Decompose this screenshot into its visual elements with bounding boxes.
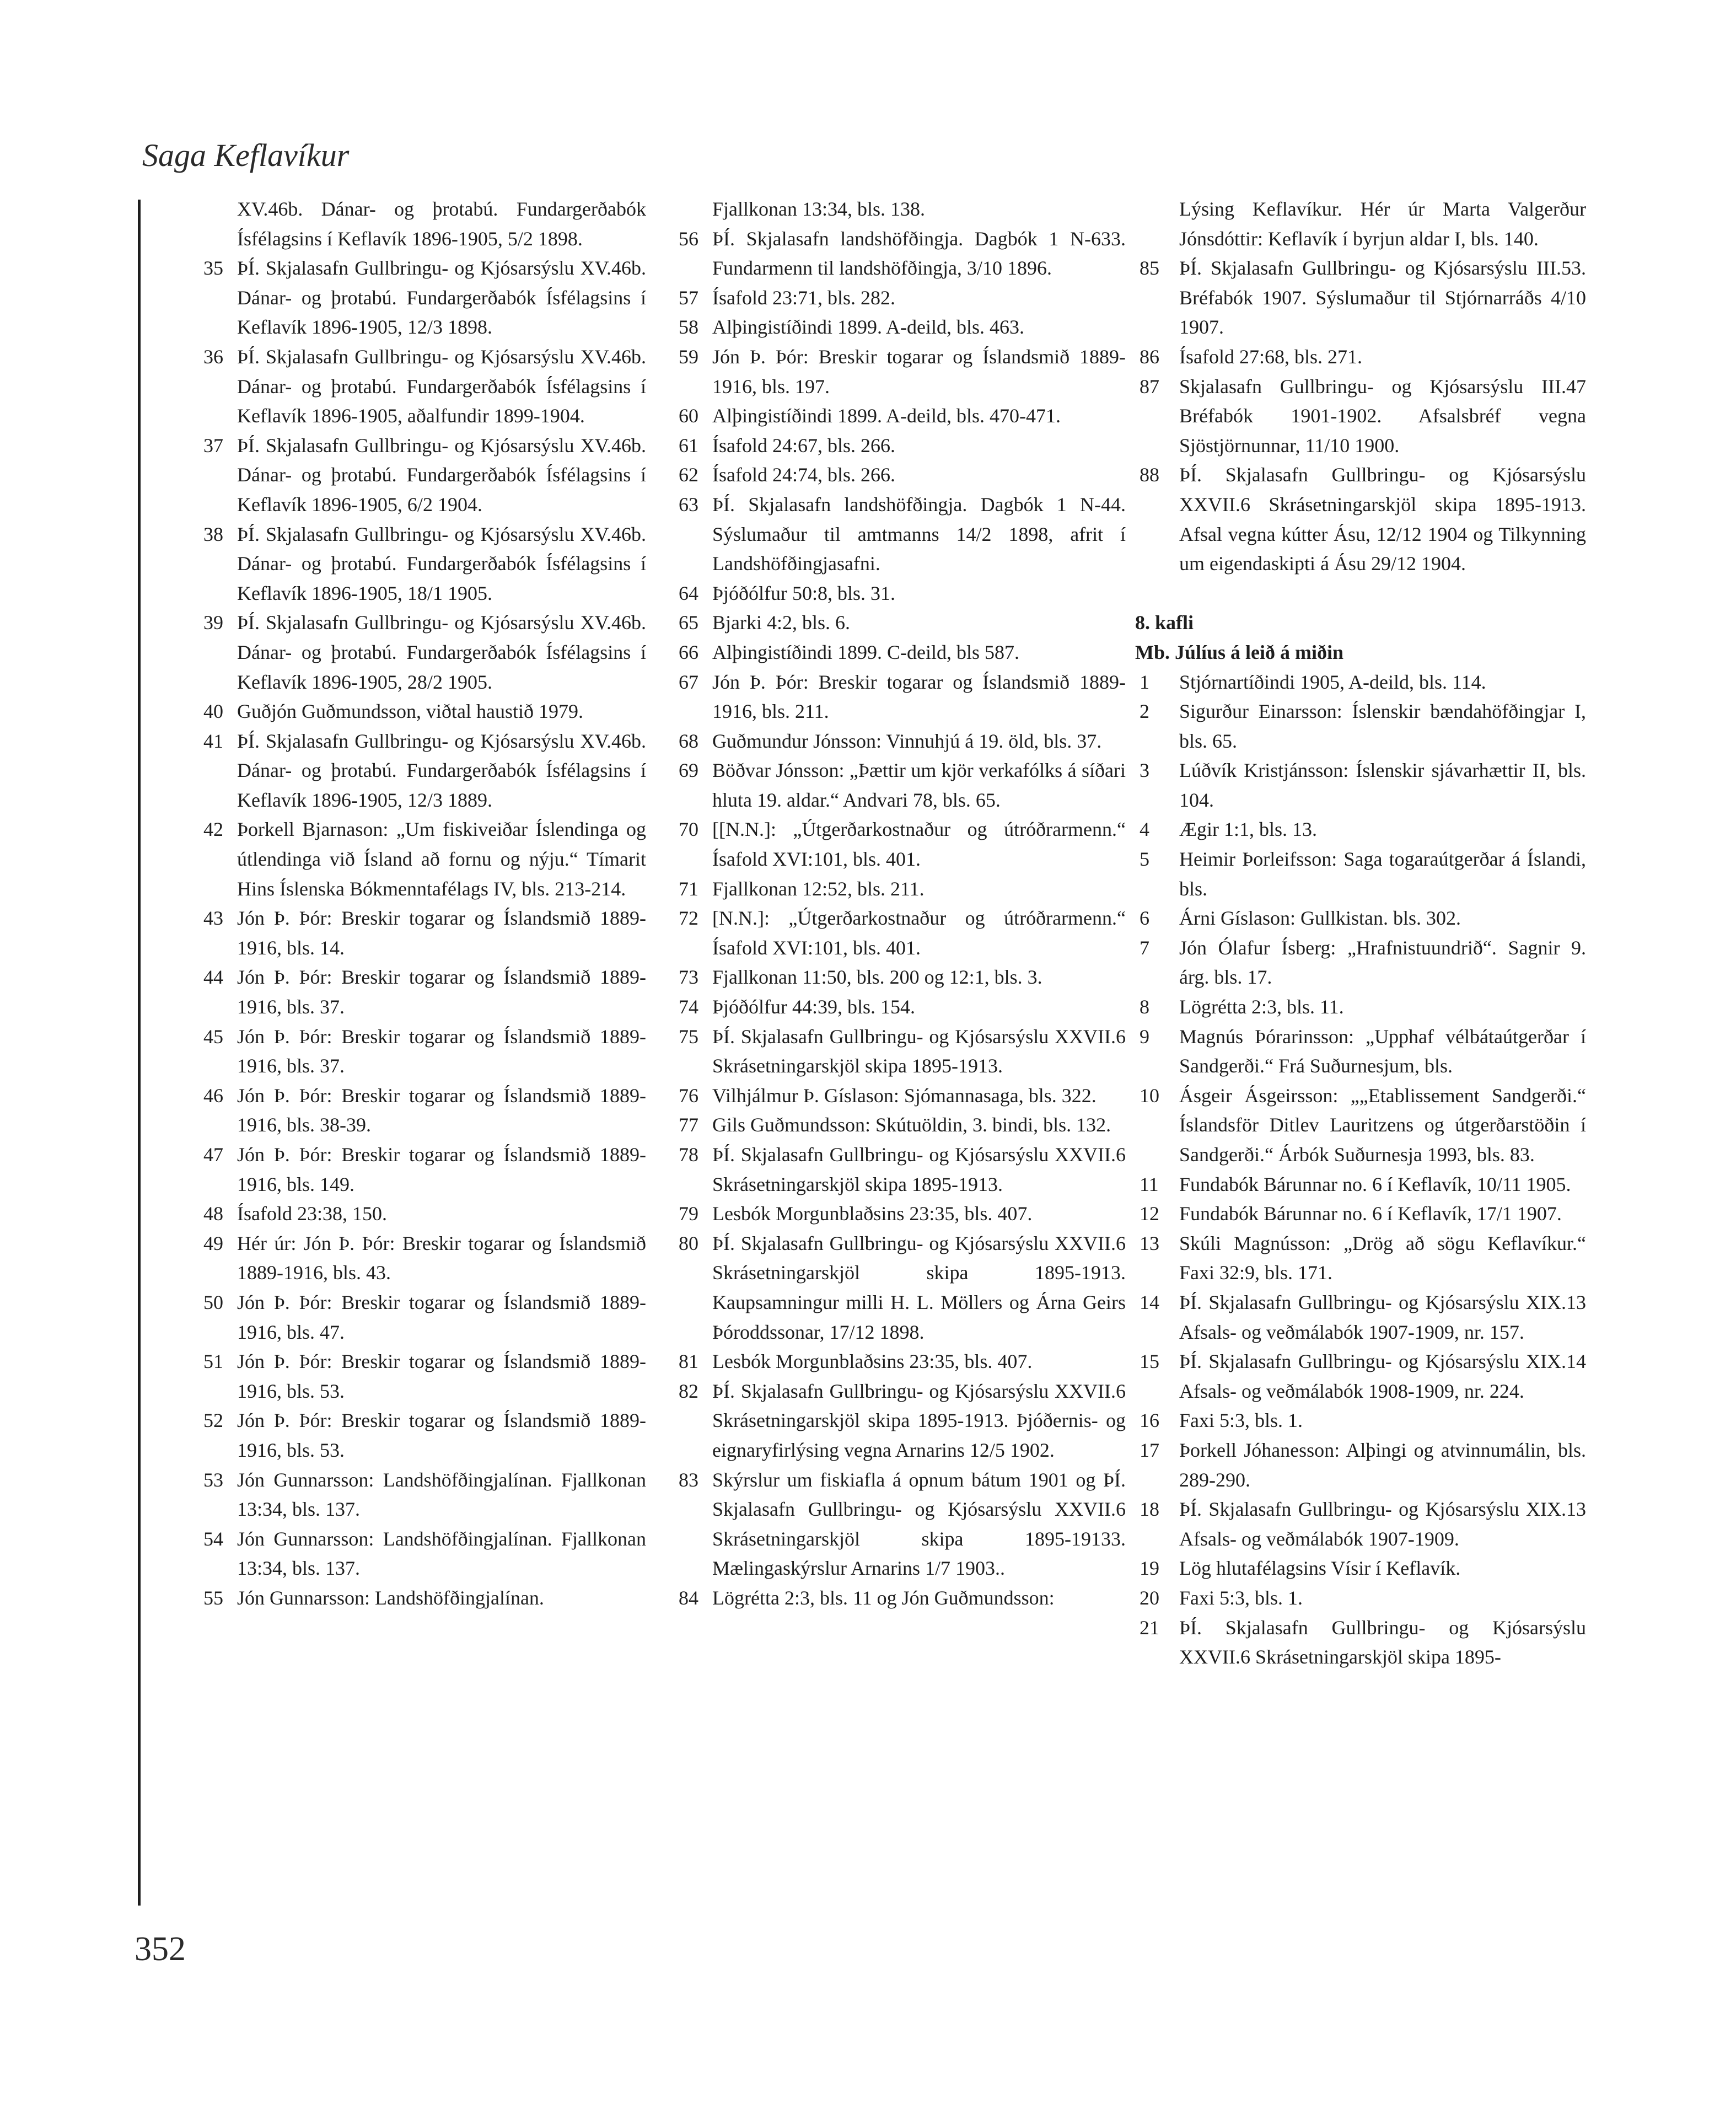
footnote-number: 71: [679, 877, 698, 900]
footnote: [657, 1022, 1126, 1081]
footnote-number: 16: [1140, 1409, 1159, 1432]
note-continuation: [182, 195, 646, 254]
footnote-text: Faxi 5:3, bls. 1.: [1179, 1586, 1303, 1609]
footnote-text: Lýsing Keflavíkur. Hér úr Marta Valgerður Jónsdóttir: Keflavík í byrjun aldar I, bls. 140.: [1179, 198, 1586, 250]
footnote: [1135, 1406, 1586, 1436]
footnote: [657, 638, 1126, 668]
footnote-text: Lögrétta 2:3, bls. 11 og Jón Guðmundsson:: [712, 1586, 1055, 1609]
footnote-number: 74: [679, 996, 698, 1018]
footnote: [1135, 1170, 1586, 1200]
footnote-text: Þjóðólfur 50:8, bls. 31.: [712, 582, 896, 604]
footnote: [182, 431, 646, 520]
footnote: [182, 1229, 646, 1288]
footnote-text: ÞÍ. Skjalasafn Gullbringu- og Kjósarsýslu XV.46b. Dánar- og þrotabú. Fundargerðabók Ísfélagsins í Keflavík 1896-1905, 12/3 1898.: [237, 257, 646, 339]
footnote: [182, 904, 646, 963]
footnote: [1135, 1554, 1586, 1584]
footnote-number: 42: [203, 818, 223, 841]
footnote: [1135, 933, 1586, 992]
footnote-text: ÞÍ. Skjalasafn Gullbringu- og Kjósarsýslu XV.46b. Dánar- og þrotabú. Fundargerðabók Ísfélagsins í Keflavík 1896-1905, 6/2 1904.: [237, 434, 646, 516]
chapter-heading: 8. kafli: [1135, 611, 1194, 634]
footnote-number: 20: [1140, 1586, 1159, 1609]
footnote-number: 85: [1140, 257, 1159, 280]
footnote-text: ÞÍ. Skjalasafn Gullbringu- og Kjósarsýslu XXVII.6 Skrásetningarskjöl skipa 1895-1913. Þjóðernis- og eignaryfirlýsing vegna Arnarins 12/5 1902.: [712, 1380, 1126, 1461]
footnote-number: 55: [203, 1586, 223, 1609]
footnote: [657, 431, 1126, 461]
footnote-text: ÞÍ. Skjalasafn Gullbringu- og Kjósarsýslu XXVII.6 Skrásetningarskjöl skipa 1895-1913. Kaupsamningur milli H. L. Möllers og Árna Geirs Þóroddssonar, 17/12 1898.: [712, 1232, 1126, 1343]
footnote-number: 52: [203, 1409, 223, 1432]
footnote-text: Ásgeir Ásgeirsson: „„Etablissement Sandgerði.“ Íslandsför Ditlev Lauritzens og útgerðarstöðin í Sandgerði.“ Árbók Suðurnesja 1993, bls. 83.: [1179, 1084, 1586, 1166]
footnote-text: ÞÍ. Skjalasafn landshöfðingja. Dagbók 1 N-633. Fundarmenn til landshöfðingja, 3/10 1896.: [712, 227, 1126, 280]
footnote: [657, 756, 1126, 815]
footnote: [1135, 668, 1586, 697]
footnote: [182, 342, 646, 431]
footnote-text: Jón Þ. Þór: Breskir togarar og Íslandsmið 1889-1916, bls. 197.: [712, 345, 1126, 398]
footnote-number: 77: [679, 1114, 698, 1136]
footnote: [657, 727, 1126, 756]
footnote-number: 59: [679, 345, 698, 368]
footnote: [182, 1466, 646, 1525]
footnote-number: 41: [203, 729, 223, 752]
footnote: [657, 904, 1126, 963]
footnote: [182, 1022, 646, 1081]
footnote: [657, 283, 1126, 313]
footnote-text: Guðmundur Jónsson: Vinnuhjú á 19. öld, bls. 37.: [712, 729, 1102, 752]
footnote-text: Lög hlutafélagsins Vísir í Keflavík.: [1179, 1557, 1461, 1580]
footnote: [657, 342, 1126, 401]
footnote-text: Lúðvík Kristjánsson: Íslenskir sjávarhættir II, bls. 104.: [1179, 759, 1586, 811]
footnote-text: Jón Þ. Þór: Breskir togarar og Íslandsmið 1889-1916, bls. 53.: [237, 1409, 646, 1461]
footnote-number: 51: [203, 1350, 223, 1373]
footnote-text: Þjóðólfur 44:39, bls. 154.: [712, 996, 916, 1018]
footnote-number: 3: [1140, 759, 1149, 782]
footnote: [1135, 756, 1586, 815]
footnote-number: 46: [203, 1084, 223, 1107]
footnote: [657, 579, 1126, 609]
footnote-number: 64: [679, 582, 698, 604]
footnote: [657, 1377, 1126, 1466]
footnote-number: 40: [203, 700, 223, 723]
footnote-text: Jón Þ. Þór: Breskir togarar og Íslandsmið 1889-1916, bls. 37.: [237, 1025, 646, 1077]
footnote: [1135, 1495, 1586, 1554]
footnote: [1135, 1199, 1586, 1229]
footnote-text: Jón Þ. Þór: Breskir togarar og Íslandsmið 1889-1916, bls. 149.: [237, 1144, 646, 1195]
footnote-text: ÞÍ. Skjalasafn Gullbringu- og Kjósarsýslu XXVII.6 Skrásetningarskjöl skipa 1895-: [1179, 1616, 1586, 1668]
page-number: 352: [135, 1930, 186, 1968]
footnote-number: 56: [679, 227, 698, 250]
note-continuation: [657, 195, 1126, 224]
footnote-number: 84: [679, 1586, 698, 1609]
notes-column-1: [182, 195, 646, 1613]
footnote-text: Lesbók Morgunblaðsins 23:35, bls. 407.: [712, 1350, 1033, 1373]
footnote-text: Ísafold 23:71, bls. 282.: [712, 286, 895, 309]
footnote-text: Fundabók Bárunnar no. 6 í Keflavík, 10/11 1905.: [1179, 1173, 1571, 1195]
footnote-number: 69: [679, 759, 698, 782]
footnote-text: Ísafold 24:67, bls. 266.: [712, 434, 895, 457]
footnote-text: ÞÍ. Skjalasafn Gullbringu- og Kjósarsýslu XV.46b. Dánar- og þrotabú. Fundargerðabók Ísfélagsins í Keflavík 1896-1905, 28/2 1905.: [237, 611, 646, 693]
footnote-number: 70: [679, 818, 698, 841]
footnote-text: Alþingistíðindi 1899. A-deild, bls. 463.: [712, 316, 1025, 339]
footnote-text: [N.N.]: „Útgerðarkostnaður og útróðrarmenn.“ Ísafold XVI:101, bls. 401.: [712, 907, 1126, 959]
footnote-text: ÞÍ. Skjalasafn Gullbringu- og Kjósarsýslu XV.46b. Dánar- og þrotabú. Fundargerðabók Ísfélagsins í Keflavík 1896-1905, 12/3 1889.: [237, 729, 646, 811]
footnote: [657, 963, 1126, 992]
footnote-text: Þorkell Jóhanesson: Alþingi og atvinnumálin, bls. 289-290.: [1179, 1439, 1586, 1491]
footnote-text: ÞÍ. Skjalasafn Gullbringu- og Kjósarsýslu XV.46b. Dánar- og þrotabú. Fundargerðabók Ísfélagsins í Keflavík 1896-1905, 18/1 1905.: [237, 523, 646, 604]
footnote-text: [[N.N.]: „Útgerðarkostnaður og útróðrarmenn.“ Ísafold XVI:101, bls. 401.: [712, 818, 1126, 871]
footnote: [657, 608, 1126, 638]
footnote-text: Faxi 5:3, bls. 1.: [1179, 1409, 1303, 1432]
footnote-text: ÞÍ. Skjalasafn Gullbringu- og Kjósarsýslu XXVII.6 Skrásetningarskjöl skipa 1895-1913. Afsal vegna kútter Ásu, 12/12 1904 og Tilkynning um eigendaskipti á Ásu 29/12 1904.: [1179, 464, 1586, 575]
footnote-text: XV.46b. Dánar- og þrotabú. Fundargerðabók Ísfélagsins í Keflavík 1896-1905, 5/2 1898.: [237, 198, 646, 250]
footnote-number: 62: [679, 464, 698, 486]
footnote-text: Jón Gunnarsson: Landshöfðingjalínan.: [237, 1586, 544, 1609]
footnote: [182, 254, 646, 342]
footnote-number: 45: [203, 1025, 223, 1048]
footnote: [182, 1140, 646, 1199]
footnote: [1135, 1436, 1586, 1495]
footnote-number: 73: [679, 966, 698, 989]
footnote-number: 15: [1140, 1350, 1159, 1373]
note-continuation: [1135, 195, 1586, 254]
footnote-text: ÞÍ. Skjalasafn Gullbringu- og Kjósarsýslu XXVII.6 Skrásetningarskjöl skipa 1895-1913.: [712, 1025, 1126, 1077]
footnote-text: Jón Þ. Þór: Breskir togarar og Íslandsmið 1889-1916, bls. 53.: [237, 1350, 646, 1402]
footnote-number: 39: [203, 611, 223, 634]
footnote-number: 83: [679, 1468, 698, 1491]
footnote-number: 82: [679, 1380, 698, 1402]
notes-column-3: [1135, 195, 1586, 1672]
footnote-text: ÞÍ. Skjalasafn Gullbringu- og Kjósarsýslu XV.46b. Dánar- og þrotabú. Fundargerðabók Ísfélagsins í Keflavík 1896-1905, aðalfundir 1899-1904.: [237, 345, 646, 427]
footnote-number: 7: [1140, 936, 1149, 959]
footnote-text: ÞÍ. Skjalasafn landshöfðingja. Dagbók 1 N-44. Sýslumaður til amtmanns 14/2 1898, afrit í Landshöfðingjasafni.: [712, 493, 1126, 575]
footnote-number: 11: [1140, 1173, 1159, 1195]
footnote-number: 58: [679, 316, 698, 339]
footnote: [1135, 342, 1586, 372]
footnote-number: 43: [203, 907, 223, 930]
footnote: [657, 1584, 1126, 1613]
footnote: [657, 313, 1126, 342]
footnote-number: 19: [1140, 1557, 1159, 1580]
notes-group-chapter-8: [1135, 668, 1586, 1672]
section-heading: Mb. Júlíus á leið á miðin: [1135, 641, 1344, 663]
footnote: [657, 992, 1126, 1022]
footnote-text: Ísafold 27:68, bls. 271.: [1179, 345, 1362, 368]
footnote-number: 38: [203, 523, 223, 545]
footnote: [657, 1347, 1126, 1377]
footnote-text: ÞÍ. Skjalasafn Gullbringu- og Kjósarsýslu XIX.13 Afsals- og veðmálabók 1907-1909.: [1179, 1498, 1586, 1550]
footnote: [657, 460, 1126, 490]
footnote-number: 18: [1140, 1498, 1159, 1521]
notes-column-2: [657, 195, 1126, 1613]
footnote: [1135, 1613, 1586, 1672]
footnote-text: Alþingistíðindi 1899. C-deild, bls 587.: [712, 641, 1020, 663]
footnote: [657, 815, 1126, 874]
footnote: [182, 1584, 646, 1613]
footnote-text: Skýrslur um fiskiafla á opnum bátum 1901 og ÞÍ. Skjalasafn Gullbringu- og Kjósarsýslu XXVII.6 Skrásetningarskjöl skipa 1895-19133. Mælingaskýrslur Arnarins 1/7 1903..: [712, 1468, 1126, 1580]
footnote: [1135, 1022, 1586, 1081]
footnote-text: Hér úr: Jón Þ. Þór: Breskir togarar og Íslandsmið 1889-1916, bls. 43.: [237, 1232, 646, 1284]
footnote-number: 80: [679, 1232, 698, 1254]
footnote: [1135, 1584, 1586, 1613]
footnote-text: Fundabók Bárunnar no. 6 í Keflavík, 17/1 1907.: [1179, 1203, 1562, 1225]
footnote: [657, 1140, 1126, 1199]
footnote: [1135, 1081, 1586, 1170]
footnote-text: Jón Þ. Þór: Breskir togarar og Íslandsmið 1889-1916, bls. 47.: [237, 1291, 646, 1343]
footnote-text: Ægir 1:1, bls. 13.: [1179, 818, 1318, 841]
footnote: [1135, 697, 1586, 756]
footnote-text: Jón Þ. Þór: Breskir togarar og Íslandsmið 1889-1916, bls. 38-39.: [237, 1084, 646, 1136]
footnote-number: 75: [679, 1025, 698, 1048]
footnote: [657, 224, 1126, 283]
footnote-number: 54: [203, 1527, 223, 1550]
footnote: [1135, 815, 1586, 845]
footnote-number: 53: [203, 1468, 223, 1491]
footnote-text: Böðvar Jónsson: „Þættir um kjör verkafólks á síðari hluta 19. aldar.“ Andvari 78, bls. 65.: [712, 759, 1126, 811]
footnote-text: Jón Gunnarsson: Landshöfðingjalínan. Fjallkonan 13:34, bls. 137.: [237, 1468, 646, 1521]
footnote: [182, 1406, 646, 1465]
footnote-text: Jón Ólafur Ísberg: „Hrafnistuundrið“. Sagnir 9. árg. bls. 17.: [1179, 936, 1586, 989]
footnote-number: 81: [679, 1350, 698, 1373]
footnote: [182, 1288, 646, 1347]
running-title: Saga Keflavíkur: [142, 137, 350, 173]
footnote: [1135, 254, 1586, 342]
footnote: [182, 1081, 646, 1140]
footnote-text: Lögrétta 2:3, bls. 11.: [1179, 996, 1344, 1018]
footnote-number: 66: [679, 641, 698, 663]
footnote-text: Jón Þ. Þór: Breskir togarar og Íslandsmið 1889-1916, bls. 37.: [237, 966, 646, 1018]
footnote-number: 36: [203, 345, 223, 368]
footnote-text: ÞÍ. Skjalasafn Gullbringu- og Kjósarsýslu XIX.14 Afsals- og veðmálabók 1908-1909, nr. 224.: [1179, 1350, 1586, 1402]
footnote: [182, 697, 646, 727]
footnote-text: Stjórnartíðindi 1905, A-deild, bls. 114.: [1179, 670, 1486, 693]
footnote: [182, 1525, 646, 1584]
footnote-text: Ísafold 24:74, bls. 266.: [712, 464, 895, 486]
footnote-number: 9: [1140, 1025, 1149, 1048]
footnote: [1135, 992, 1586, 1022]
footnote-text: Ísafold 23:38, 150.: [237, 1203, 387, 1225]
footnote-text: Guðjón Guðmundsson, viðtal haustið 1979.: [237, 700, 583, 723]
footnote-number: 2: [1140, 700, 1149, 723]
footnote: [1135, 904, 1586, 933]
footnote-number: 5: [1140, 848, 1149, 871]
footnote-number: 44: [203, 966, 223, 989]
footnote: [1135, 1288, 1586, 1347]
footnote-text: Heimir Þorleifsson: Saga togaraútgerðar á Íslandi, bls.: [1179, 848, 1586, 900]
margin-rule: [138, 200, 141, 1906]
footnote-text: Fjallkonan 12:52, bls. 211.: [712, 877, 925, 900]
footnote: [182, 727, 646, 815]
footnote-number: 88: [1140, 464, 1159, 486]
footnote-number: 87: [1140, 375, 1159, 398]
footnote-text: Skjalasafn Gullbringu- og Kjósarsýslu III.47 Bréfabók 1901-1902. Afsalsbréf vegna Sjöstjörnunnar, 11/10 1900.: [1179, 375, 1586, 457]
footnote: [657, 668, 1126, 727]
footnote-text: Jón Þ. Þór: Breskir togarar og Íslandsmið 1889-1916, bls. 14.: [237, 907, 646, 959]
footnote: [182, 1347, 646, 1406]
footnote: [1135, 460, 1586, 578]
footnote-number: 65: [679, 611, 698, 634]
footnote-text: Alþingistíðindi 1899. A-deild, bls. 470-471.: [712, 405, 1061, 427]
footnote: [657, 1229, 1126, 1347]
footnote-text: Gils Guðmundsson: Skútuöldin, 3. bindi, bls. 132.: [712, 1114, 1111, 1136]
section-spacer: [1135, 579, 1586, 609]
footnote-number: 35: [203, 257, 223, 280]
footnote-number: 10: [1140, 1084, 1159, 1107]
footnote: [1135, 1347, 1586, 1406]
footnote-number: 60: [679, 405, 698, 427]
footnote-text: Fjallkonan 13:34, bls. 138.: [712, 198, 925, 220]
footnote-number: 12: [1140, 1203, 1159, 1225]
footnote-number: 63: [679, 493, 698, 516]
footnote-number: 86: [1140, 345, 1159, 368]
footnote-text: ÞÍ. Skjalasafn Gullbringu- og Kjósarsýslu III.53. Bréfabók 1907. Sýslumaður til Stjórnarráðs 4/10 1907.: [1179, 257, 1586, 339]
footnote: [657, 874, 1126, 904]
footnote-number: 61: [679, 434, 698, 457]
notes-group-chapter-7-end: [1135, 195, 1586, 579]
footnote-number: 4: [1140, 818, 1149, 841]
footnote-text: Sigurður Einarsson: Íslenskir bændahöfðingjar I, bls. 65.: [1179, 700, 1586, 752]
footnote: [182, 608, 646, 697]
footnote-number: 79: [679, 1203, 698, 1225]
footnote-text: Árni Gíslason: Gullkistan. bls. 302.: [1179, 907, 1461, 930]
footnote-number: 72: [679, 907, 698, 930]
footnote-number: 21: [1140, 1616, 1159, 1639]
footnote-number: 49: [203, 1232, 223, 1254]
footnote-number: 48: [203, 1203, 223, 1225]
footnote-number: 14: [1140, 1291, 1159, 1313]
footnote-text: ÞÍ. Skjalasafn Gullbringu- og Kjósarsýslu XIX.13 Afsals- og veðmálabók 1907-1909, nr. 157.: [1179, 1291, 1586, 1343]
footnote-number: 50: [203, 1291, 223, 1313]
footnote-number: 8: [1140, 996, 1149, 1018]
footnote: [182, 1199, 646, 1229]
footnote-text: Jón Gunnarsson: Landshöfðingjalínan. Fjallkonan 13:34, bls. 137.: [237, 1527, 646, 1580]
footnote-number: 76: [679, 1084, 698, 1107]
footnote: [1135, 372, 1586, 461]
footnote: [657, 1110, 1126, 1140]
footnote-number: 67: [679, 670, 698, 693]
footnote-number: 17: [1140, 1439, 1159, 1461]
footnote-text: Magnús Þórarinsson: „Upphaf vélbátaútgerðar í Sandgerði.“ Frá Suðurnesjum, bls.: [1179, 1025, 1586, 1077]
footnote: [182, 520, 646, 609]
footnote-number: 13: [1140, 1232, 1159, 1254]
footnote-number: 57: [679, 286, 698, 309]
footnote: [1135, 845, 1586, 904]
footnote: [657, 490, 1126, 579]
footnote-text: ÞÍ. Skjalasafn Gullbringu- og Kjósarsýslu XXVII.6 Skrásetningarskjöl skipa 1895-1913.: [712, 1144, 1126, 1195]
footnote: [657, 401, 1126, 431]
footnote: [182, 815, 646, 904]
footnote: [657, 1466, 1126, 1584]
footnote: [657, 1081, 1126, 1111]
footnote-text: Vilhjálmur Þ. Gíslason: Sjómannasaga, bls. 322.: [712, 1084, 1097, 1107]
footnote-number: 68: [679, 729, 698, 752]
footnote-text: Bjarki 4:2, bls. 6.: [712, 611, 850, 634]
footnote: [657, 1199, 1126, 1229]
footnote-number: 1: [1140, 670, 1149, 693]
footnote-number: 6: [1140, 907, 1149, 930]
footnote-number: 78: [679, 1144, 698, 1166]
footnote-text: Skúli Magnússon: „Drög að sögu Keflavíkur.“ Faxi 32:9, bls. 171.: [1179, 1232, 1586, 1284]
footnote-text: Lesbók Morgunblaðsins 23:35, bls. 407.: [712, 1203, 1033, 1225]
footnote: [182, 963, 646, 1022]
footnote-text: Fjallkonan 11:50, bls. 200 og 12:1, bls. 3.: [712, 966, 1042, 989]
footnote-number: 47: [203, 1144, 223, 1166]
footnote-number: 37: [203, 434, 223, 457]
footnote-text: Jón Þ. Þór: Breskir togarar og Íslandsmið 1889-1916, bls. 211.: [712, 670, 1126, 723]
footnote-text: Þorkell Bjarnason: „Um fiskiveiðar Íslendinga og útlendinga við Ísland að fornu og nýju.“ Tímarit Hins Íslenska Bókmenntafélags IV, bls. 213-214.: [237, 818, 646, 900]
footnote: [1135, 1229, 1586, 1288]
